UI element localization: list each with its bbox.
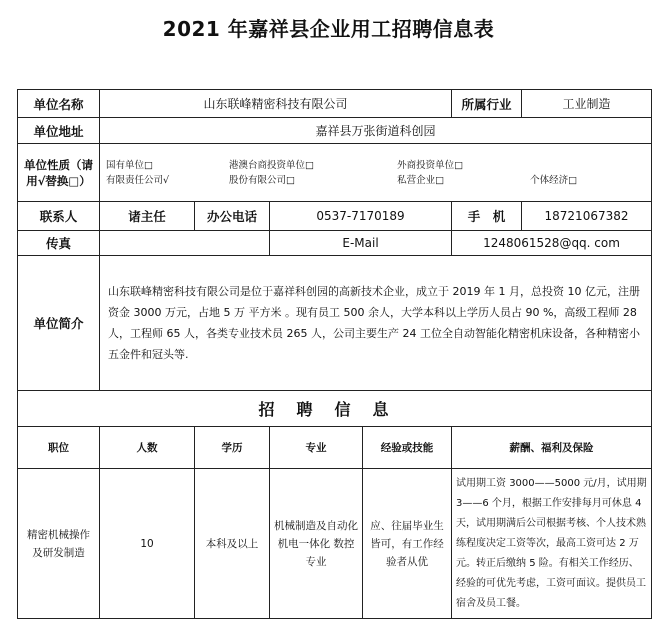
header-salary: 薪酬、福利及保险 <box>452 427 652 469</box>
phone-label: 办公电话 <box>195 202 270 231</box>
address-label: 单位地址 <box>18 118 100 144</box>
row-count: 10 <box>100 469 195 619</box>
nature-options <box>100 144 652 202</box>
header-experience: 经验或技能 <box>363 427 452 469</box>
nature-option-individual: 个体经济□ <box>530 174 578 186</box>
intro-text: 山东联峰精密科技有限公司是位于嘉祥科创园的高新技术企业，成立于 2019 年 1 月，总投资 10 亿元，注册资金 3000 万元，占地 5 万 平方米 。现有员工 500 余人，大学本科以上学历人员占 90 %，高级工程师 28 人，工程师 65 人，各类专业技术员 265 人，公司主要生产 24 工位全自动智能化精密机床设备，各种精密小五金件和冠头等. <box>100 256 652 391</box>
company-name-label: 单位名称 <box>18 90 100 118</box>
intro-label: 单位简介 <box>18 256 100 391</box>
header-education: 学历 <box>195 427 270 469</box>
header-position: 职位 <box>18 427 100 469</box>
contact-value: 诸主任 <box>100 202 195 231</box>
header-major: 专业 <box>270 427 363 469</box>
industry-label: 所属行业 <box>452 90 522 118</box>
contact-label: 联系人 <box>18 202 100 231</box>
nature-option-joint-stock: 股份有限公司□ <box>229 174 296 186</box>
row-position: 精密机械操作及研发制造 <box>18 469 100 619</box>
row-experience: 应、往届毕业生皆可，有工作经验者从优 <box>363 469 452 619</box>
page-title: 2021 年嘉祥县企业用工招聘信息表 <box>162 17 495 41</box>
nature-option-foreign: 外商投资单位□ <box>397 159 464 171</box>
fax-label: 传真 <box>18 231 100 256</box>
nature-option-private: 私营企业□ <box>397 174 445 186</box>
email-label: E-Mail <box>270 231 452 256</box>
mobile-value: 18721067382 <box>522 202 652 231</box>
row-major: 机械制造及自动化 机电一体化 数控专业 <box>270 469 363 619</box>
nature-label: 单位性质（请用√替换□） <box>18 144 100 202</box>
table-row <box>18 469 652 619</box>
nature-option-llc: 有限责任公司√ <box>106 174 170 186</box>
fax-value <box>100 231 270 256</box>
industry-value: 工业制造 <box>522 90 652 118</box>
nature-option-state: 国有单位□ <box>106 159 153 171</box>
mobile-label: 手 机 <box>452 202 522 231</box>
header-count: 人数 <box>100 427 195 469</box>
email-value: 1248061528@qq. com <box>452 231 652 256</box>
row-education: 本科及以上 <box>195 469 270 619</box>
phone-value: 0537-7170189 <box>270 202 452 231</box>
recruitment-form-table <box>17 89 652 619</box>
address-value: 嘉祥县万张街道科创园 <box>100 118 652 144</box>
company-name: 山东联峰精密科技有限公司 <box>100 90 452 118</box>
recruit-section-title: 招聘信息 <box>18 391 652 427</box>
nature-option-hk-macao-taiwan: 港澳台商投资单位□ <box>229 159 315 171</box>
row-salary: 试用期工资 3000——5000 元/月，试用期 3——6 个月，根据工作安排每月可休息 4 天，试用期满后公司根据考核、个人技术熟练程度决定工资等次，最高工资可达 2 万元。转正后缴纳 5 险。有相关工作经历、经验的可优先考虑，工资可面议。提供员工宿舍及员工餐。 <box>452 469 652 619</box>
